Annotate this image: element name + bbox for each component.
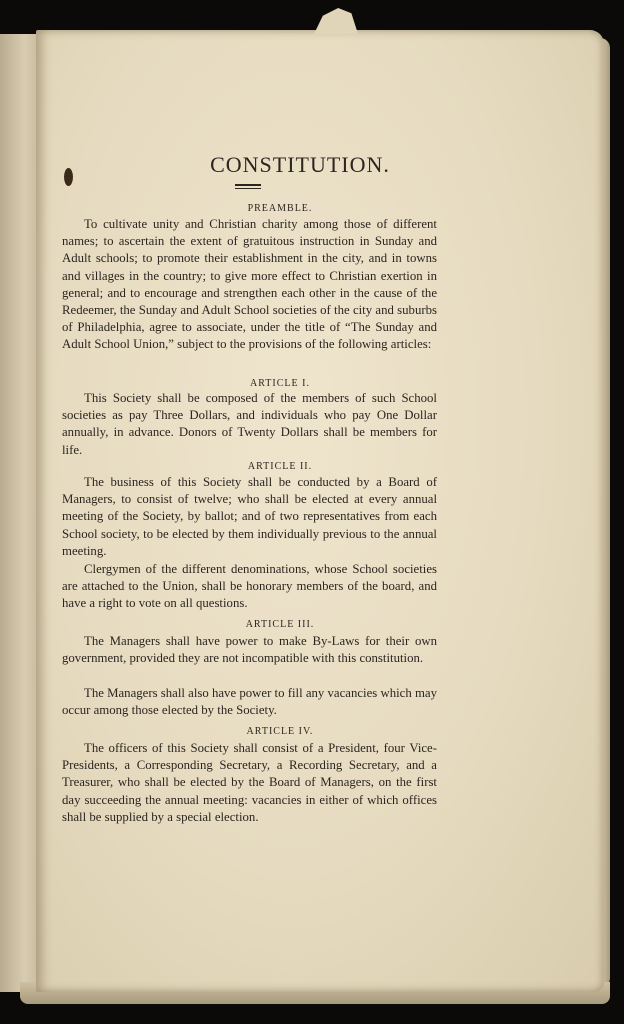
title-rule-thin [235, 188, 261, 189]
preamble-heading: PREAMBLE. [247, 203, 313, 214]
article-1-paragraph: This Society shall be composed of the members of such School societies as pay Three Dollars, and individuals who pay One Dollar annually, in advance. Donors of Twenty Dollars shall be members for life. [62, 391, 437, 457]
article-2-paragraph-2: Clergymen of the different denominations, whose School societies are attached to the Union, shall be honorary members of the board, and have a right to vote on all questions. [62, 562, 437, 611]
article-4-heading: ARTICLE IV. [246, 726, 314, 737]
article-1-heading: ARTICLE I. [250, 378, 310, 389]
page-title: CONSTITUTION. [210, 152, 390, 177]
article-3-heading: ARTICLE III. [245, 619, 315, 630]
article-4-paragraph: The officers of this Society shall consist of a President, four Vice-Presidents, a Corresponding Secretary, a Recording Secretary, and a Treasurer, who shall be elected by the Board of Managers, on the first day succeeding the annual meeting: vacancies in either of which offices shall be supplied by a special election. [62, 741, 437, 824]
article-2-paragraph-1: The business of this Society shall be conducted by a Board of Managers, to consist of twelve; who shall be elected at every annual meeting of the Society, by ballot; and of two representatives from each School society, to be elected by them individually previous to the annual meeting. [62, 475, 437, 558]
article-3-paragraph-1: The Managers shall have power to make By-Laws for their own government, provided they are not incompatible with this constitution. [62, 634, 437, 666]
article-2-heading: ARTICLE II. [247, 461, 313, 472]
ink-stain [64, 168, 73, 186]
title-rule [235, 184, 261, 186]
article-3-paragraph-2: The Managers shall also have power to fill any vacancies which may occur among those elected by the Society. [62, 686, 437, 718]
preamble-text: To cultivate unity and Christian charity among those of different names; to ascertain the extent of gratuitous instruction in Sunday and Adult schools; to promote their establishment in the city, and in towns and villages in the country; to give more effect to Christian exertion in general; and to encourage and strengthen each other in the cause of the Redeemer, the Sunday and Adult School societies of the city and suburbs of Philadelphia, agree to associate, under the title of “The Sunday and Adult School Union,” subject to the provisions of the following articles: [62, 217, 437, 352]
torn-paper-scrap [314, 8, 358, 34]
